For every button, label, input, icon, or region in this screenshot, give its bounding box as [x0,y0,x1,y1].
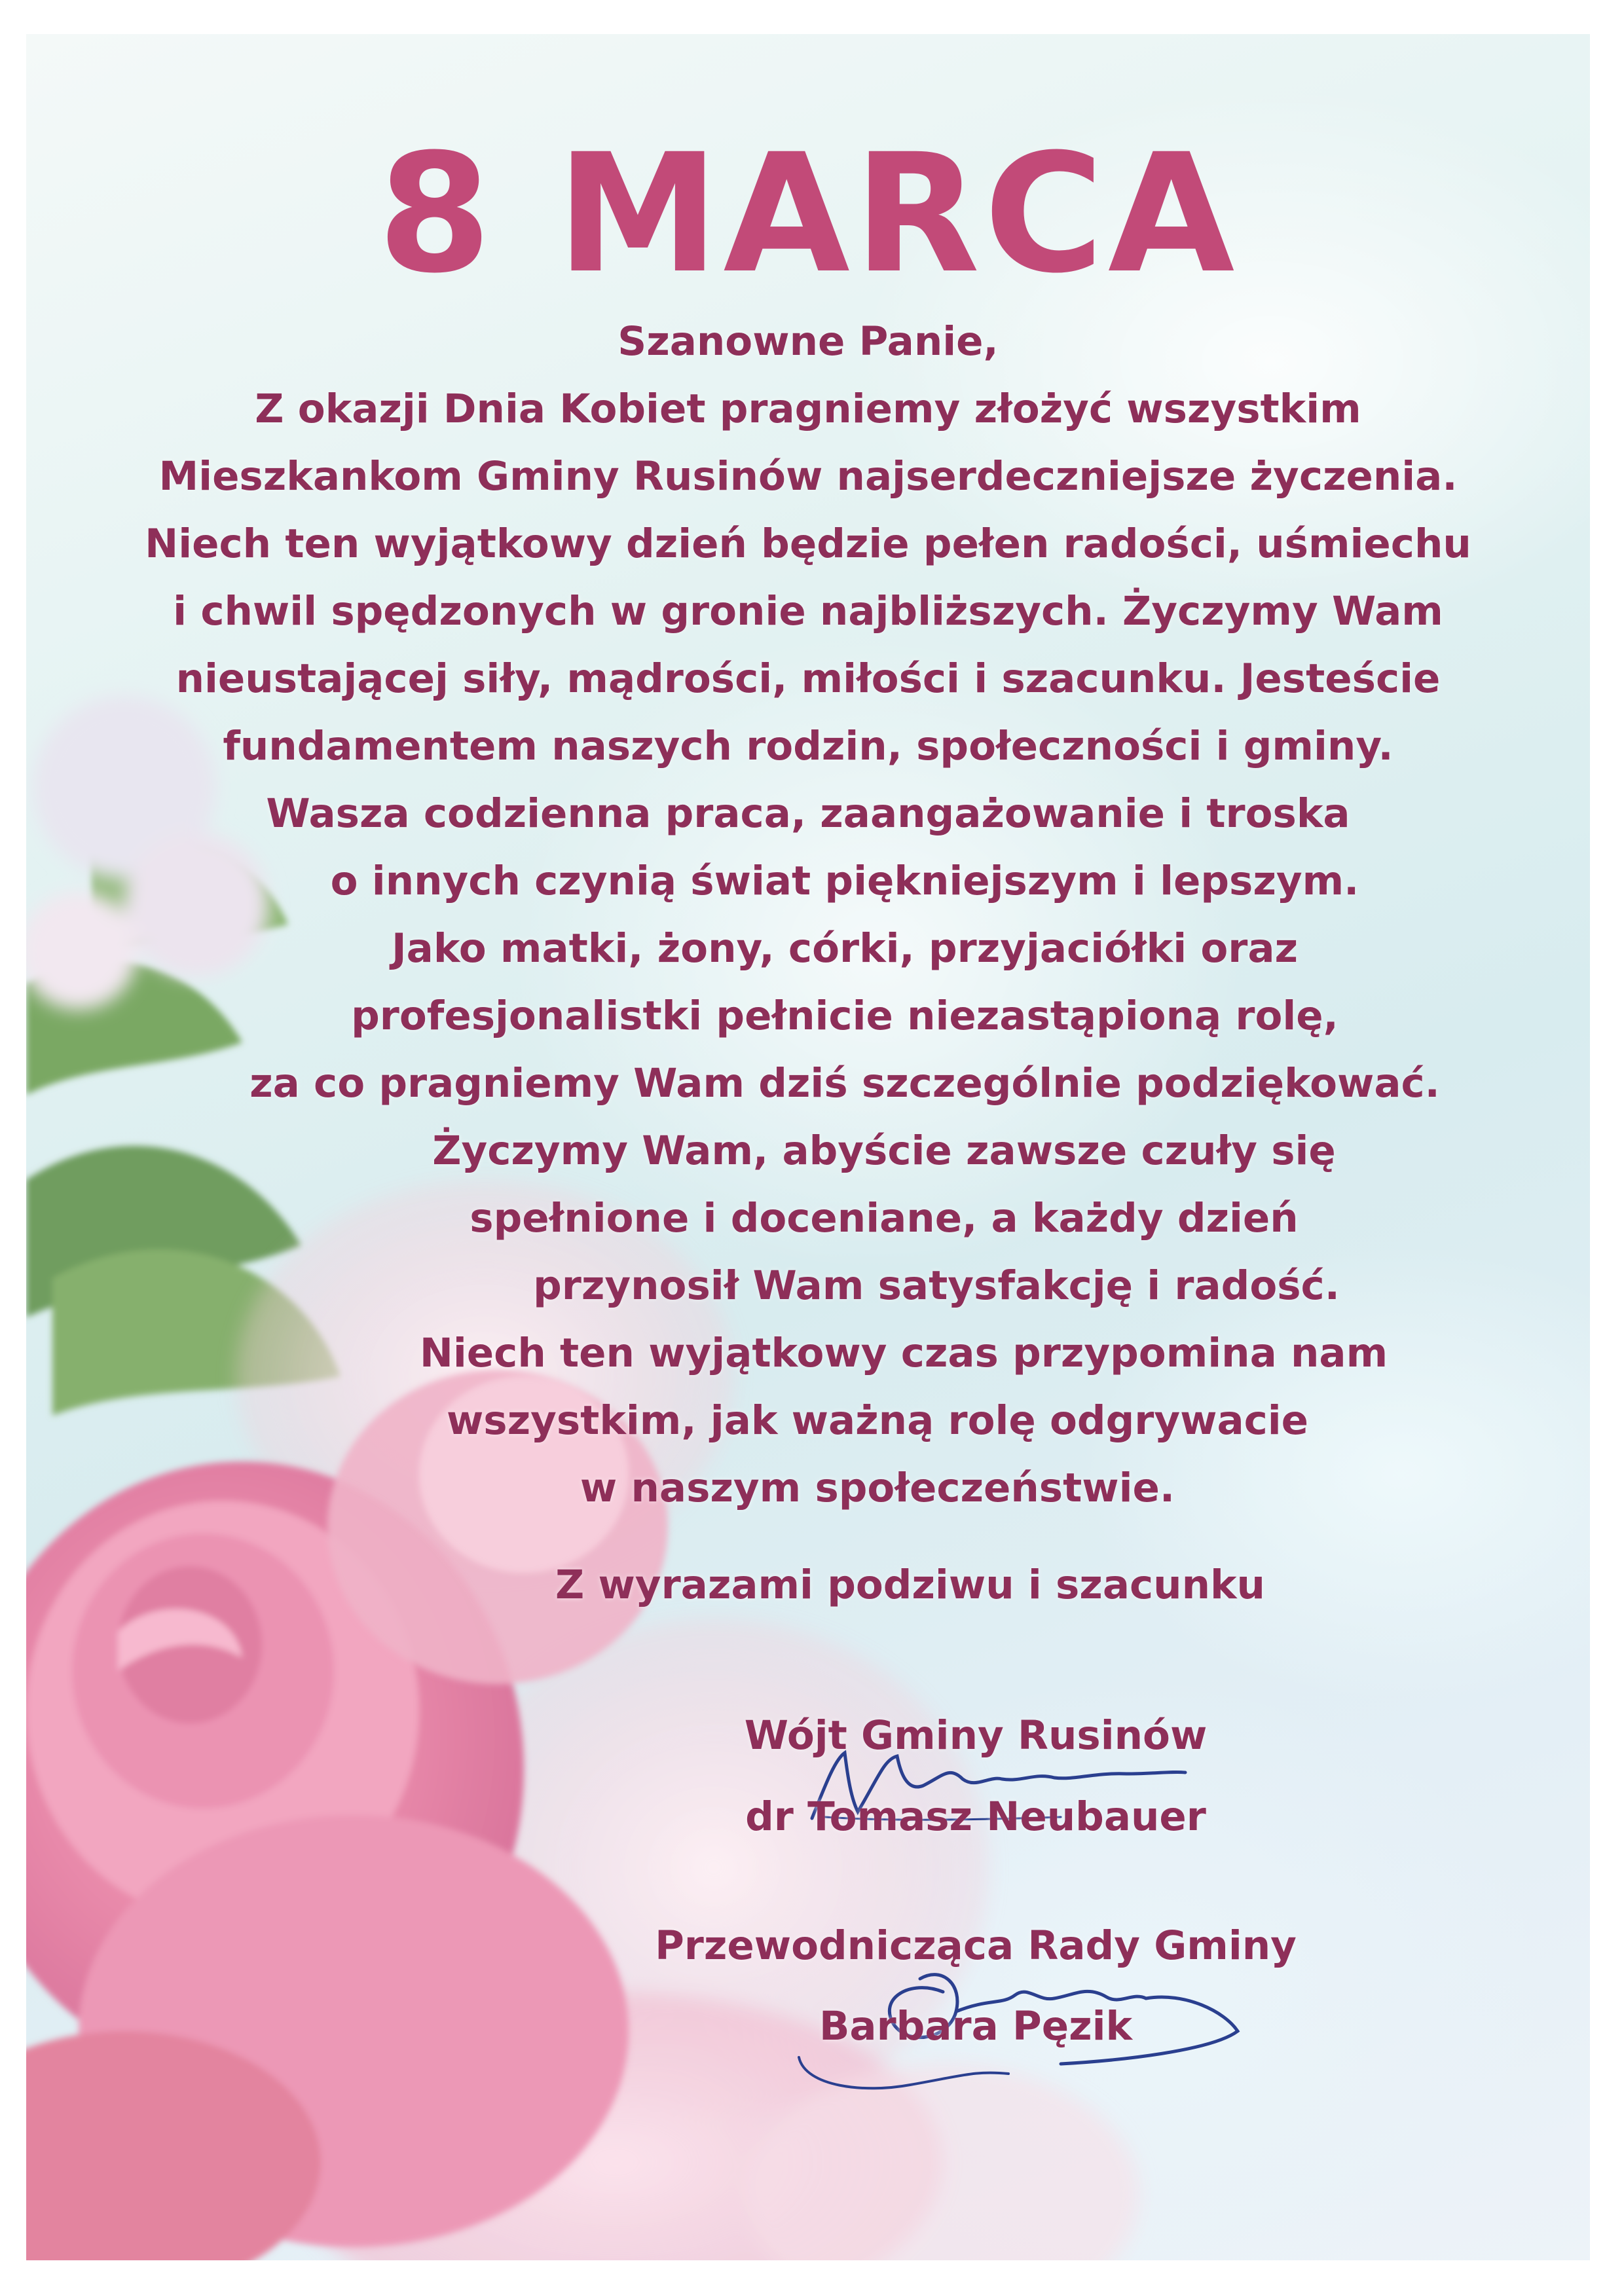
page-title: 8 MARCA [377,119,1239,309]
body-line: nieustającej siły, mądrości, miłości i szacunku. Jesteście [175,655,1441,702]
body-line: Jako matki, żony, córki, przyjaciółki oraz [391,925,1299,972]
body-line: i chwil spędzonych w gronie najbliższych. Życzymy Wam [173,588,1443,634]
body-line: o innych czynią świat piękniejszym i lepszym. [330,858,1359,904]
signatory-name: dr Tomasz Neubauer [745,1793,1206,1840]
body-line: przynosił Wam satysfakcję i radość. [533,1262,1340,1309]
signatory-name: Barbara Pęzik [819,2003,1133,2049]
body-line: fundamentem naszych rodzin, społeczności i gminy. [223,723,1393,769]
body-line: Niech ten wyjątkowy czas przypomina nam [419,1330,1388,1376]
closing-text: Z wyrazami podziwu i szacunku [555,1562,1265,1608]
letter-sheet [26,34,1590,2260]
body-line: profesjonalistki pełnicie niezastąpioną rolę, [351,993,1338,1039]
body-line: w naszym społeczeństwie. [580,1465,1175,1511]
body-line: wszystkim, jak ważną rolę odgrywacie [446,1397,1309,1444]
body-line: Życzymy Wam, abyście zawsze czuły się [432,1128,1336,1174]
body-line: spełnione i doceniane, a każdy dzień [470,1195,1299,1241]
body-line: Z okazji Dnia Kobiet pragniemy złożyć wszystkim [255,386,1361,432]
signatory-role: Przewodnicząca Rady Gminy [655,1922,1297,1969]
body-line: za co pragniemy Wam dziś szczególnie podziękować. [249,1060,1440,1107]
body-line: Wasza codzienna praca, zaangażowanie i troska [266,790,1350,837]
greeting: Szanowne Panie, [618,318,999,365]
signatory-role: Wójt Gminy Rusinów [744,1712,1208,1759]
body-line: Mieszkankom Gminy Rusinów najserdeczniejsze życzenia. [158,453,1458,500]
body-line: Niech ten wyjątkowy dzień będzie pełen radości, uśmiechu [145,521,1471,567]
